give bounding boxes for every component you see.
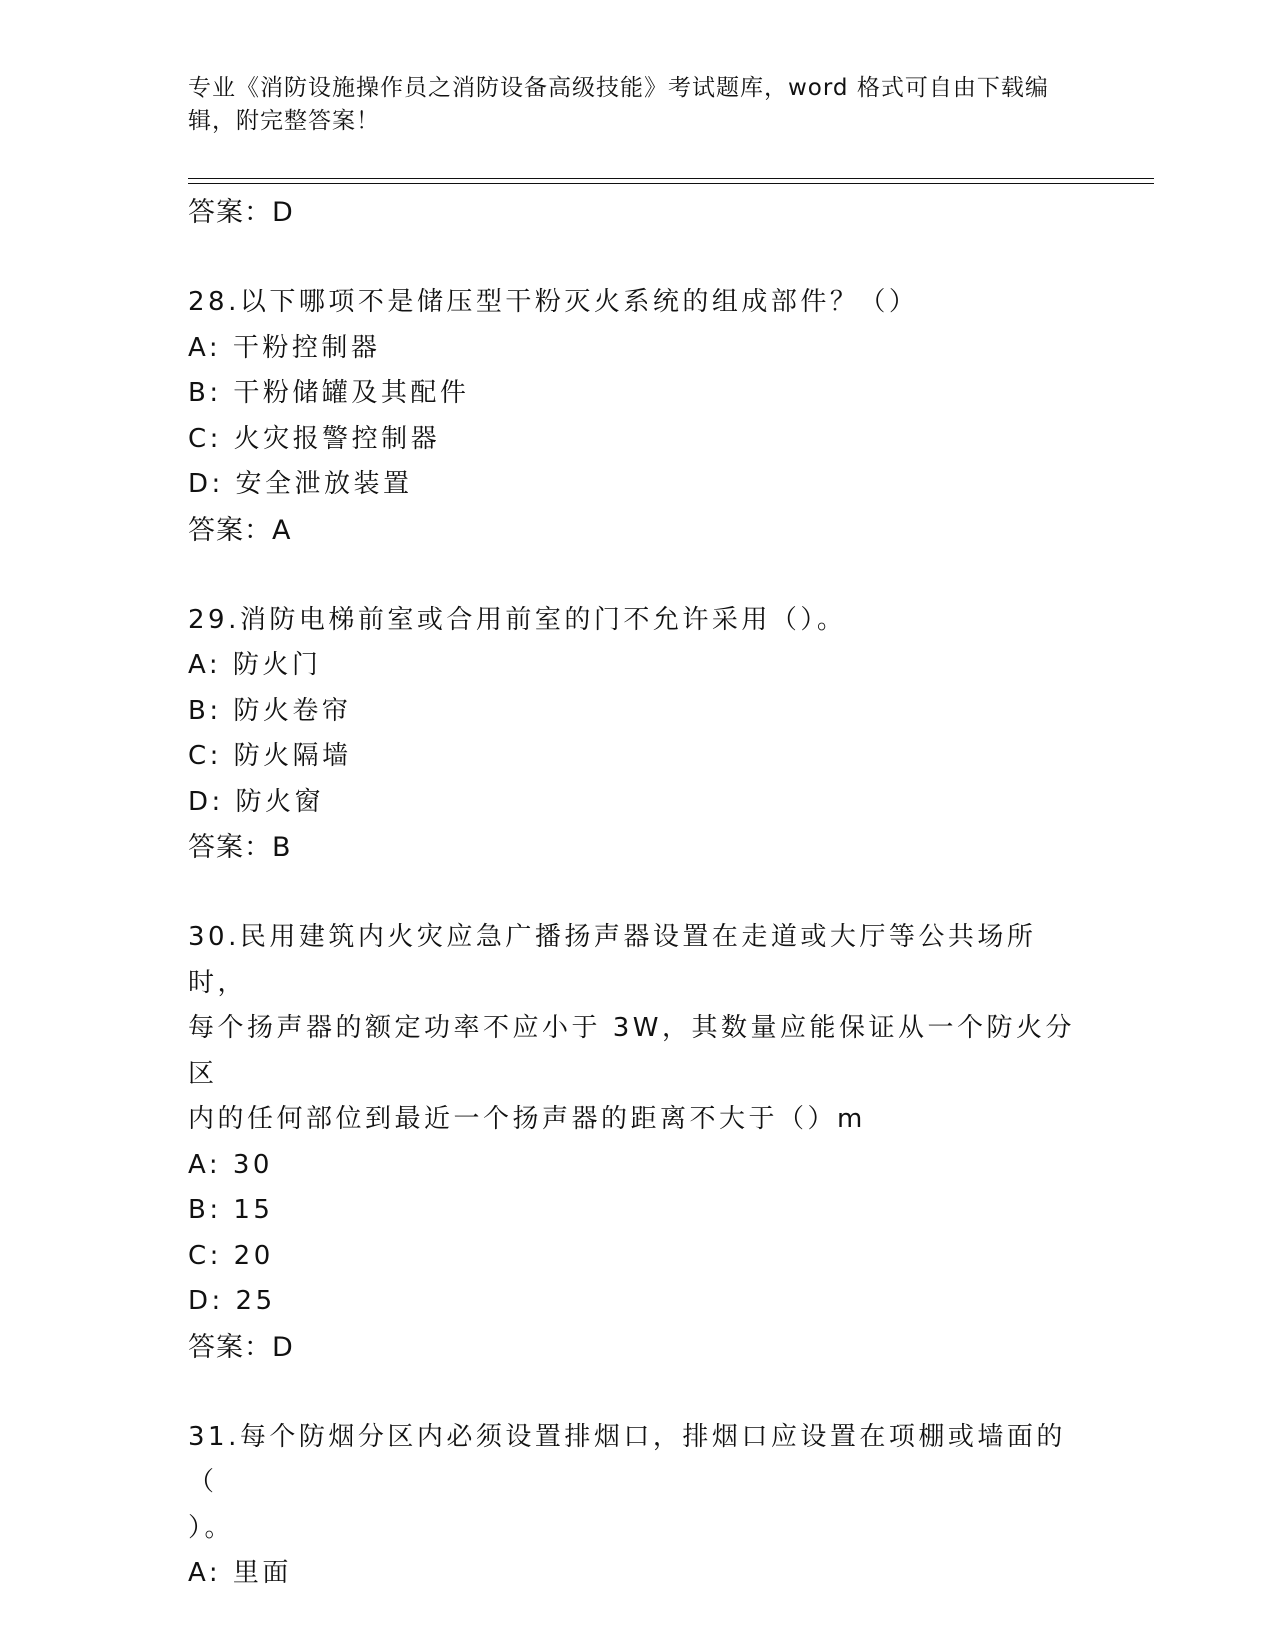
spacer xyxy=(188,871,1088,915)
spacer xyxy=(188,554,1088,598)
question-30-line-2: 每个扬声器的额定功率不应小于 3W，其数量应能保证从一个防火分区 xyxy=(188,1013,1076,1089)
document-header xyxy=(188,72,1068,138)
question-28-option-a: A: 干粉控制器 xyxy=(188,332,381,363)
question-31-line-2: ）。 xyxy=(188,1512,235,1543)
question-29-option-d: D: 防火窗 xyxy=(188,786,325,817)
header-rule-bottom xyxy=(188,183,1154,184)
question-28-option-c: C: 火灾报警控制器 xyxy=(188,423,441,454)
question-block-31 xyxy=(188,1415,1088,1597)
question-30-line-3: 内的任何部位到最近一个扬声器的距离不大于（）m xyxy=(188,1104,866,1134)
header-rule-top xyxy=(188,178,1154,179)
answer-29: 答案：B xyxy=(188,832,292,863)
question-29-option-a: A: 防火门 xyxy=(188,650,322,680)
question-30-line-1: 30.民用建筑内火灾应急广播扬声器设置在走道或大厅等公共场所时， xyxy=(188,922,1037,998)
question-30-option-d: D: 25 xyxy=(188,1286,276,1316)
question-28-option-d: D: 安全泄放装置 xyxy=(188,469,413,499)
answer-27: 答案：D xyxy=(188,197,294,228)
question-block-30 xyxy=(188,915,1088,1371)
spacer xyxy=(188,236,1088,280)
question-block-29 xyxy=(188,598,1088,872)
question-28-text: 28.以下哪项不是储压型干粉灭火系统的组成部件？（） xyxy=(188,287,919,317)
question-29-option-c: C: 防火隔墙 xyxy=(188,741,352,771)
question-28-option-b: B: 干粉储罐及其配件 xyxy=(188,378,470,408)
spacer xyxy=(188,1371,1088,1415)
question-29-option-b: B: 防火卷帘 xyxy=(188,695,352,726)
question-block-28 xyxy=(188,280,1088,554)
question-list xyxy=(188,190,1088,1597)
answer-30: 答案：D xyxy=(188,1331,294,1363)
question-30-option-b: B: 15 xyxy=(188,1195,274,1225)
question-31-option-a: A: 里面 xyxy=(188,1558,292,1588)
header-line-2: 辑，附完整答案！ xyxy=(188,108,380,134)
header-line-1: 专业《消防设施操作员之消防设备高级技能》考试题库，word 格式可自由下载编 xyxy=(188,75,1049,101)
question-30-option-a: A: 30 xyxy=(188,1149,273,1180)
question-31-line-1: 31.每个防烟分区内必须设置排烟口，排烟口应设置在项棚或墙面的（ xyxy=(188,1421,1066,1497)
question-29-text: 29.消防电梯前室或合用前室的门不允许采用（）。 xyxy=(188,604,847,635)
answer-28: 答案：A xyxy=(188,514,292,546)
question-30-option-c: C: 20 xyxy=(188,1240,274,1271)
